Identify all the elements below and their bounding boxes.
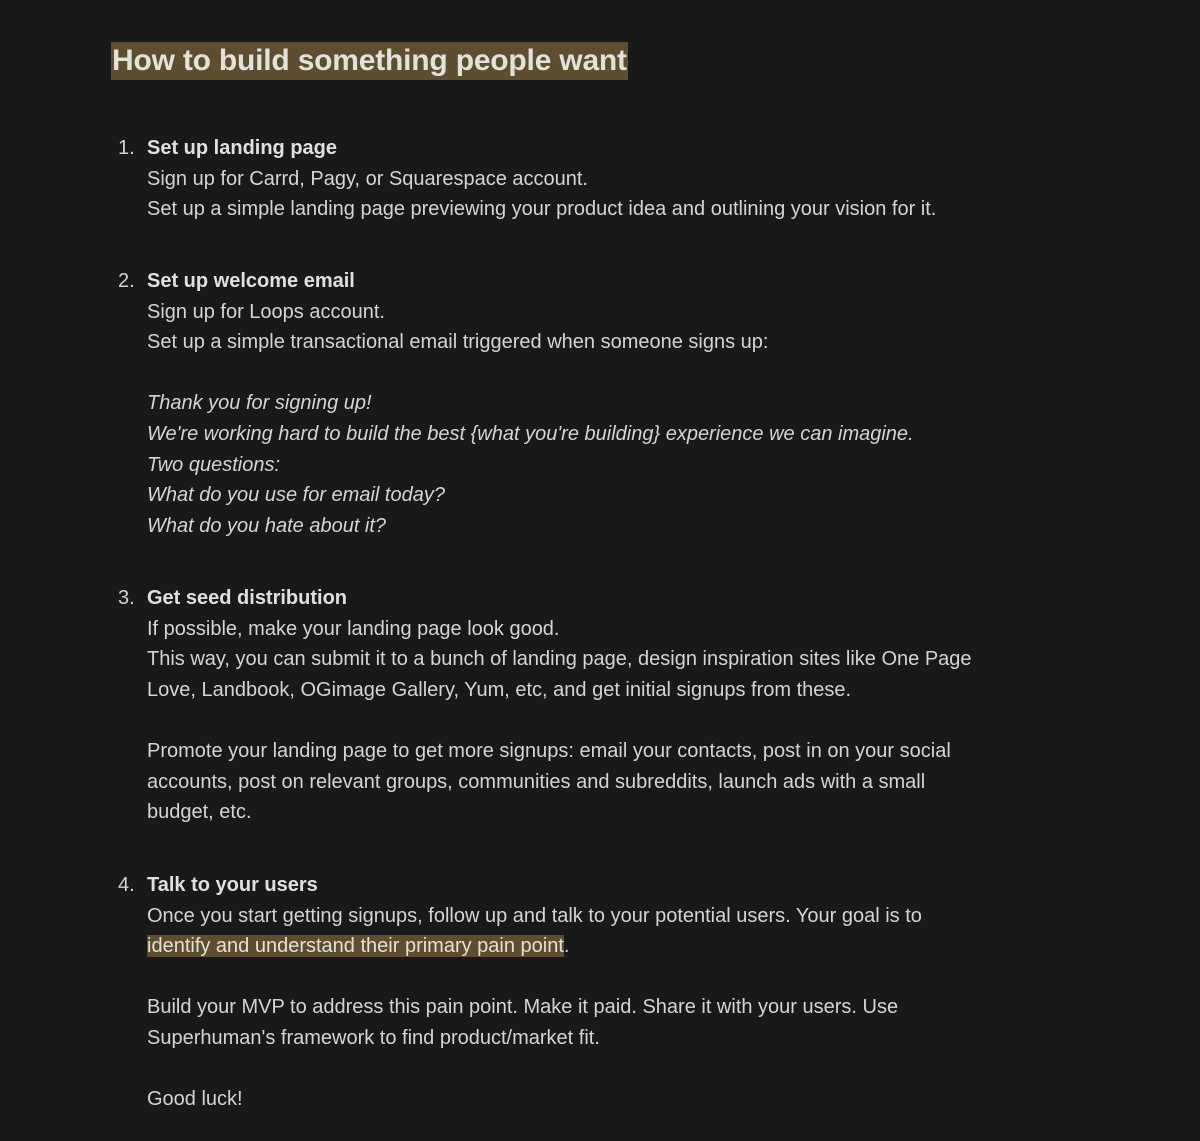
step-heading: Set up welcome email (147, 270, 355, 292)
step-text-line: Once you start getting signups, follow up and talk to your potential users. Your goal is to (147, 904, 922, 927)
email-line: We're working hard to build the best {what you're building} experience we can imagine. (147, 422, 914, 445)
page-title: How to build something people want (111, 42, 628, 80)
step-text-line: Set up a simple transactional email triggered when someone signs up: (147, 331, 769, 354)
step-heading: Set up landing page (147, 137, 338, 159)
highlight-trailing-period: . (563, 935, 570, 958)
step-text-line: If possible, make your landing page look good. (147, 617, 560, 640)
step-text-line: Sign up for Carrd, Pagy, or Squarespace account. (147, 167, 588, 190)
step-text-line: Sign up for Loops account. (147, 300, 385, 323)
email-template-block (147, 388, 1017, 541)
paragraph-gap (147, 705, 1017, 736)
paragraph-gap (147, 962, 1017, 993)
step-text-line: Superhuman's framework to find product/market fit. (147, 1026, 600, 1049)
step-text-line: Love, Landbook, OGimage Gallery, Yum, etc, and get initial signups from these. (147, 678, 852, 701)
step-text-line: Build your MVP to address this pain point. Make it paid. Share it with your users. Use (147, 996, 899, 1019)
step-body (147, 266, 1017, 541)
step-number: 4. (118, 874, 135, 896)
email-line: Two questions: (147, 453, 281, 476)
step-heading: Talk to your users (147, 874, 318, 896)
step-body (147, 870, 1017, 1115)
step-number: 1. (118, 137, 135, 159)
step-text-line: accounts, post on relevant groups, communities and subreddits, launch ads with a small (147, 770, 926, 793)
closing-text: Good luck! (147, 1088, 243, 1111)
email-line: Thank you for signing up! (147, 392, 372, 415)
email-line: What do you hate about it? (147, 514, 387, 537)
step-number: 3. (118, 587, 135, 609)
highlighted-text: identify and understand their primary pain point (147, 935, 564, 958)
step-text-line: Promote your landing page to get more signups: email your contacts, post in on your social (147, 739, 951, 762)
step-text-line: Set up a simple landing page previewing your product idea and outlining your vision for it. (147, 198, 937, 221)
step-heading: Get seed distribution (147, 587, 348, 609)
step-text-line: This way, you can submit it to a bunch of landing page, design inspiration sites like One Page (147, 648, 972, 671)
step-text-line: budget, etc. (147, 801, 252, 824)
paragraph-gap (147, 358, 1017, 389)
paragraph-gap (147, 1054, 1017, 1085)
step-text-line-highlighted (147, 931, 1017, 962)
step-body (147, 583, 1017, 828)
step-body (147, 133, 1017, 225)
email-line: What do you use for email today? (147, 484, 445, 507)
step-number: 2. (118, 270, 135, 292)
